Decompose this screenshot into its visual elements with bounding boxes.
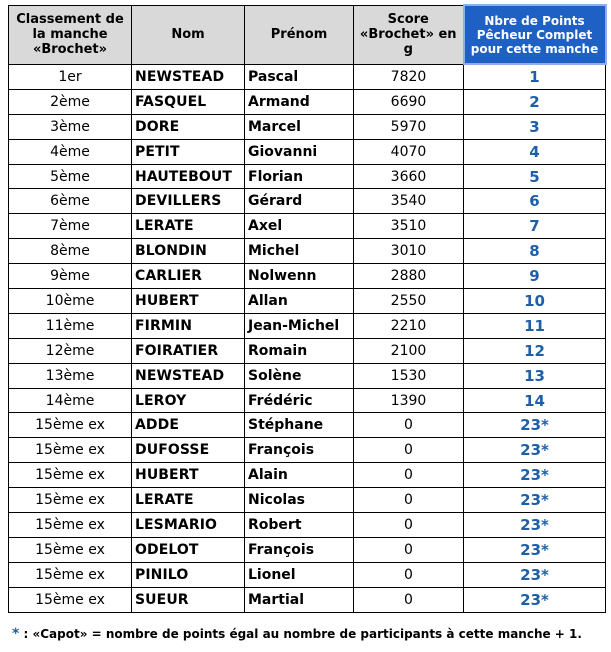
score-cell: 0 [354, 438, 464, 463]
prenom-cell: Pascal [245, 64, 354, 89]
rank-cell: 15ème ex [9, 488, 132, 513]
table-row [9, 289, 606, 314]
rank-cell: 15ème ex [9, 463, 132, 488]
prenom-cell: François [245, 438, 354, 463]
prenom-cell: Lionel [245, 562, 354, 587]
footnote [12, 626, 582, 642]
score-cell: 2550 [354, 289, 464, 314]
nom-cell: LESMARIO [132, 513, 245, 538]
score-cell: 2210 [354, 313, 464, 338]
prenom-cell: Romain [245, 338, 354, 363]
table-row [9, 264, 606, 289]
prenom-cell: Frédéric [245, 388, 354, 413]
points-cell: 6 [464, 189, 606, 214]
nom-cell: NEWSTEAD [132, 363, 245, 388]
table-row [9, 388, 606, 413]
nom-cell: HUBERT [132, 463, 245, 488]
score-cell: 0 [354, 562, 464, 587]
table-row [9, 114, 606, 139]
prenom-cell: Armand [245, 89, 354, 114]
score-cell: 0 [354, 513, 464, 538]
prenom-cell: Martial [245, 587, 354, 612]
rank-cell: 8ème [9, 239, 132, 264]
nom-cell: LERATE [132, 214, 245, 239]
header-row [9, 5, 606, 64]
table-row [9, 537, 606, 562]
table-row [9, 587, 606, 612]
score-cell: 0 [354, 587, 464, 612]
points-cell: 9 [464, 264, 606, 289]
nom-cell: PINILO [132, 562, 245, 587]
nom-cell: ODELOT [132, 537, 245, 562]
rank-cell: 11ème [9, 313, 132, 338]
score-cell: 0 [354, 463, 464, 488]
points-cell: 23* [464, 488, 606, 513]
score-cell: 1390 [354, 388, 464, 413]
nom-cell: DUFOSSE [132, 438, 245, 463]
nom-cell: HUBERT [132, 289, 245, 314]
score-cell: 2100 [354, 338, 464, 363]
prenom-cell: François [245, 537, 354, 562]
header-nom: Nom [132, 5, 245, 64]
points-cell: 14 [464, 388, 606, 413]
prenom-cell: Nicolas [245, 488, 354, 513]
nom-cell: SUEUR [132, 587, 245, 612]
rank-cell: 15ème ex [9, 587, 132, 612]
points-cell: 10 [464, 289, 606, 314]
rank-cell: 12ème [9, 338, 132, 363]
points-cell: 23* [464, 413, 606, 438]
points-cell: 1 [464, 64, 606, 89]
nom-cell: CARLIER [132, 264, 245, 289]
nom-cell: DEVILLERS [132, 189, 245, 214]
results-table [8, 4, 607, 613]
points-cell: 12 [464, 338, 606, 363]
table-row [9, 413, 606, 438]
table-row [9, 239, 606, 264]
points-cell: 8 [464, 239, 606, 264]
prenom-cell: Florian [245, 164, 354, 189]
nom-cell: LERATE [132, 488, 245, 513]
score-cell: 5970 [354, 114, 464, 139]
rank-cell: 2ème [9, 89, 132, 114]
rank-cell: 15ème ex [9, 537, 132, 562]
score-cell: 2880 [354, 264, 464, 289]
prenom-cell: Alain [245, 463, 354, 488]
prenom-cell: Allan [245, 289, 354, 314]
nom-cell: LEROY [132, 388, 245, 413]
table-row [9, 363, 606, 388]
table-row [9, 488, 606, 513]
points-cell: 4 [464, 139, 606, 164]
rank-cell: 10ème [9, 289, 132, 314]
table-row [9, 513, 606, 538]
rank-cell: 15ème ex [9, 562, 132, 587]
nom-cell: HAUTEBOUT [132, 164, 245, 189]
table-row [9, 214, 606, 239]
prenom-cell: Solène [245, 363, 354, 388]
rank-cell: 13ème [9, 363, 132, 388]
points-cell: 13 [464, 363, 606, 388]
table-row [9, 338, 606, 363]
prenom-cell: Axel [245, 214, 354, 239]
score-cell: 1530 [354, 363, 464, 388]
footnote-text: : «Capot» = nombre de points égal au nombre de participants à cette manche + 1. [23, 627, 582, 641]
table-row [9, 64, 606, 89]
score-cell: 0 [354, 488, 464, 513]
table-row [9, 438, 606, 463]
points-cell: 23* [464, 587, 606, 612]
points-cell: 2 [464, 89, 606, 114]
rank-cell: 15ème ex [9, 438, 132, 463]
rank-cell: 4ème [9, 139, 132, 164]
points-cell: 5 [464, 164, 606, 189]
prenom-cell: Gérard [245, 189, 354, 214]
nom-cell: NEWSTEAD [132, 64, 245, 89]
rank-cell: 6ème [9, 189, 132, 214]
table-row [9, 139, 606, 164]
rank-cell: 5ème [9, 164, 132, 189]
prenom-cell: Stéphane [245, 413, 354, 438]
prenom-cell: Nolwenn [245, 264, 354, 289]
points-cell: 23* [464, 537, 606, 562]
score-cell: 3540 [354, 189, 464, 214]
nom-cell: ADDE [132, 413, 245, 438]
score-cell: 6690 [354, 89, 464, 114]
points-cell: 23* [464, 438, 606, 463]
score-cell: 4070 [354, 139, 464, 164]
footnote-marker: * [12, 626, 20, 642]
header-rank: Classement de la manche «Brochet» [9, 5, 132, 64]
score-cell: 7820 [354, 64, 464, 89]
nom-cell: FOIRATIER [132, 338, 245, 363]
header-points: Nbre de Points Pêcheur Complet pour cette manche [464, 5, 606, 64]
score-cell: 3010 [354, 239, 464, 264]
points-cell: 11 [464, 313, 606, 338]
points-cell: 7 [464, 214, 606, 239]
rank-cell: 9ème [9, 264, 132, 289]
nom-cell: FASQUEL [132, 89, 245, 114]
prenom-cell: Marcel [245, 114, 354, 139]
table-row [9, 463, 606, 488]
score-cell: 3660 [354, 164, 464, 189]
table-row [9, 313, 606, 338]
nom-cell: BLONDIN [132, 239, 245, 264]
prenom-cell: Giovanni [245, 139, 354, 164]
nom-cell: DORE [132, 114, 245, 139]
prenom-cell: Michel [245, 239, 354, 264]
rank-cell: 15ème ex [9, 413, 132, 438]
points-cell: 23* [464, 562, 606, 587]
table-row [9, 89, 606, 114]
score-cell: 3510 [354, 214, 464, 239]
prenom-cell: Robert [245, 513, 354, 538]
rank-cell: 1er [9, 64, 132, 89]
rank-cell: 14ème [9, 388, 132, 413]
table-row [9, 189, 606, 214]
score-cell: 0 [354, 537, 464, 562]
header-score: Score «Brochet» en g [354, 5, 464, 64]
points-cell: 23* [464, 513, 606, 538]
header-prenom: Prénom [245, 5, 354, 64]
prenom-cell: Jean-Michel [245, 313, 354, 338]
points-cell: 3 [464, 114, 606, 139]
rank-cell: 7ème [9, 214, 132, 239]
nom-cell: PETIT [132, 139, 245, 164]
rank-cell: 15ème ex [9, 513, 132, 538]
points-cell: 23* [464, 463, 606, 488]
table-row [9, 562, 606, 587]
nom-cell: FIRMIN [132, 313, 245, 338]
score-cell: 0 [354, 413, 464, 438]
rank-cell: 3ème [9, 114, 132, 139]
table-row [9, 164, 606, 189]
